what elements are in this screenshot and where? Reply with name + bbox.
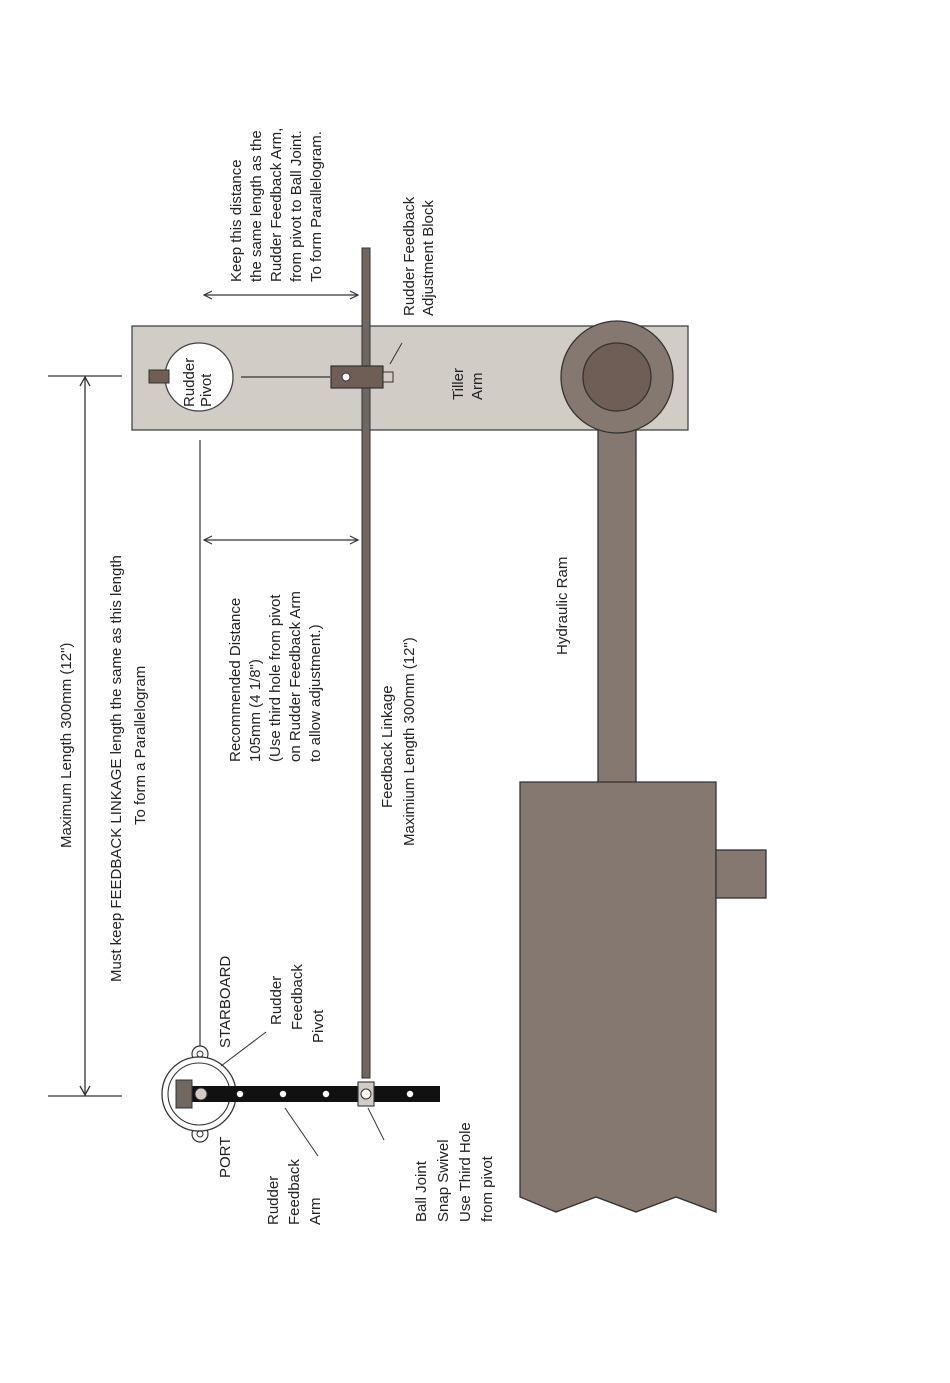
- starboard-label: STARBOARD: [217, 955, 234, 1048]
- keep-distance-label-2: the same length as the: [248, 130, 265, 282]
- adjustment-block: [331, 366, 383, 388]
- feedback-pivot-label-2: Feedback: [289, 964, 306, 1030]
- keep-distance-label-5: To form Parallelogram.: [308, 131, 325, 282]
- tiller-arm-label-1: Tiller: [450, 368, 467, 400]
- rudder-pivot-key: [149, 370, 169, 383]
- recommended-label-2: 105mm (4 1/8"): [247, 659, 264, 762]
- hydraulic-ram-label: Hydraulic Ram: [554, 556, 571, 655]
- max-length-label: Maximum Length 300mm (12"): [58, 642, 75, 848]
- ball-joint-label-4: from pivot: [479, 1156, 496, 1222]
- svg-text:Recommended Distance 105mm: [227, 587, 324, 762]
- recommended-label-4: on Rudder Feedback Arm: [287, 591, 304, 762]
- feedback-arm-label-1: Rudder: [265, 1175, 282, 1225]
- ball-joint-label-3: Use Third Hole: [457, 1122, 474, 1222]
- adjustment-block-label-1: Rudder Feedback: [401, 196, 418, 316]
- recommended-distance-dimension: [204, 536, 358, 544]
- svg-text:Ball Joint Snap Swivel: [413, 1118, 496, 1222]
- keep-distance-label-1: Keep this distance: [228, 159, 245, 282]
- ram-rod: [598, 420, 636, 790]
- svg-text:Rudder Feedback Pivot: [268, 960, 327, 1043]
- svg-text:Feedback Linkage Maximium: [379, 637, 418, 846]
- keep-distance-label-3: Rudder Feedback Arm,: [268, 127, 285, 282]
- tiller-arm-label-2: Arm: [469, 372, 486, 400]
- recommended-label-5: to allow adjustment.): [307, 624, 324, 762]
- adjustment-screw: [383, 372, 393, 382]
- hydraulic-ram-body: [520, 782, 716, 1212]
- keep-distance-label-4: from pivot to Ball Joint.: [288, 130, 305, 282]
- svg-text:Keep this distance the sam: [228, 124, 325, 282]
- recommended-label-3: (Use third hole from pivot: [267, 594, 284, 762]
- feedback-pivot-label-3: Pivot: [310, 1009, 327, 1043]
- parallelogram-label-1: Must keep FEEDBACK LINKAGE length the same as this length: [108, 555, 125, 982]
- svg-text:Rudder Feedback Adjustment: [401, 193, 437, 316]
- tiller-eye-inner: [583, 343, 651, 411]
- ball-joint-label-2: Snap Swivel: [435, 1139, 452, 1222]
- feedback-pivot-label-1: Rudder: [268, 975, 285, 1025]
- port-label: PORT: [217, 1136, 234, 1178]
- keep-distance-dimension: [204, 291, 358, 299]
- feedback-pivot-hub: [176, 1080, 192, 1108]
- ball-joint-label-1: Ball Joint: [413, 1161, 430, 1222]
- adjustment-block-label-2: Adjustment Block: [420, 200, 437, 316]
- rudder-pivot-label-2: Pivot: [198, 373, 215, 407]
- parallelogram-label-2: To form a Parallelogram: [132, 665, 149, 825]
- feedback-arm-label-2: Feedback: [286, 1159, 303, 1225]
- adjustment-block-hole: [342, 373, 350, 381]
- recommended-label-1: Recommended Distance: [227, 597, 244, 762]
- hydraulic-ram-port: [716, 850, 766, 898]
- feedback-linkage-label-2: Maximium Length 300mm (12"): [401, 637, 418, 846]
- feedback-linkage-label-1: Feedback Linkage: [379, 685, 396, 808]
- svg-text:Rudder Feedback Arm: [265, 1155, 324, 1225]
- rudder-pivot-label-1: Rudder: [181, 357, 198, 407]
- rudder-feedback-arm: [178, 1086, 440, 1102]
- feedback-arm-label-3: Arm: [307, 1197, 324, 1225]
